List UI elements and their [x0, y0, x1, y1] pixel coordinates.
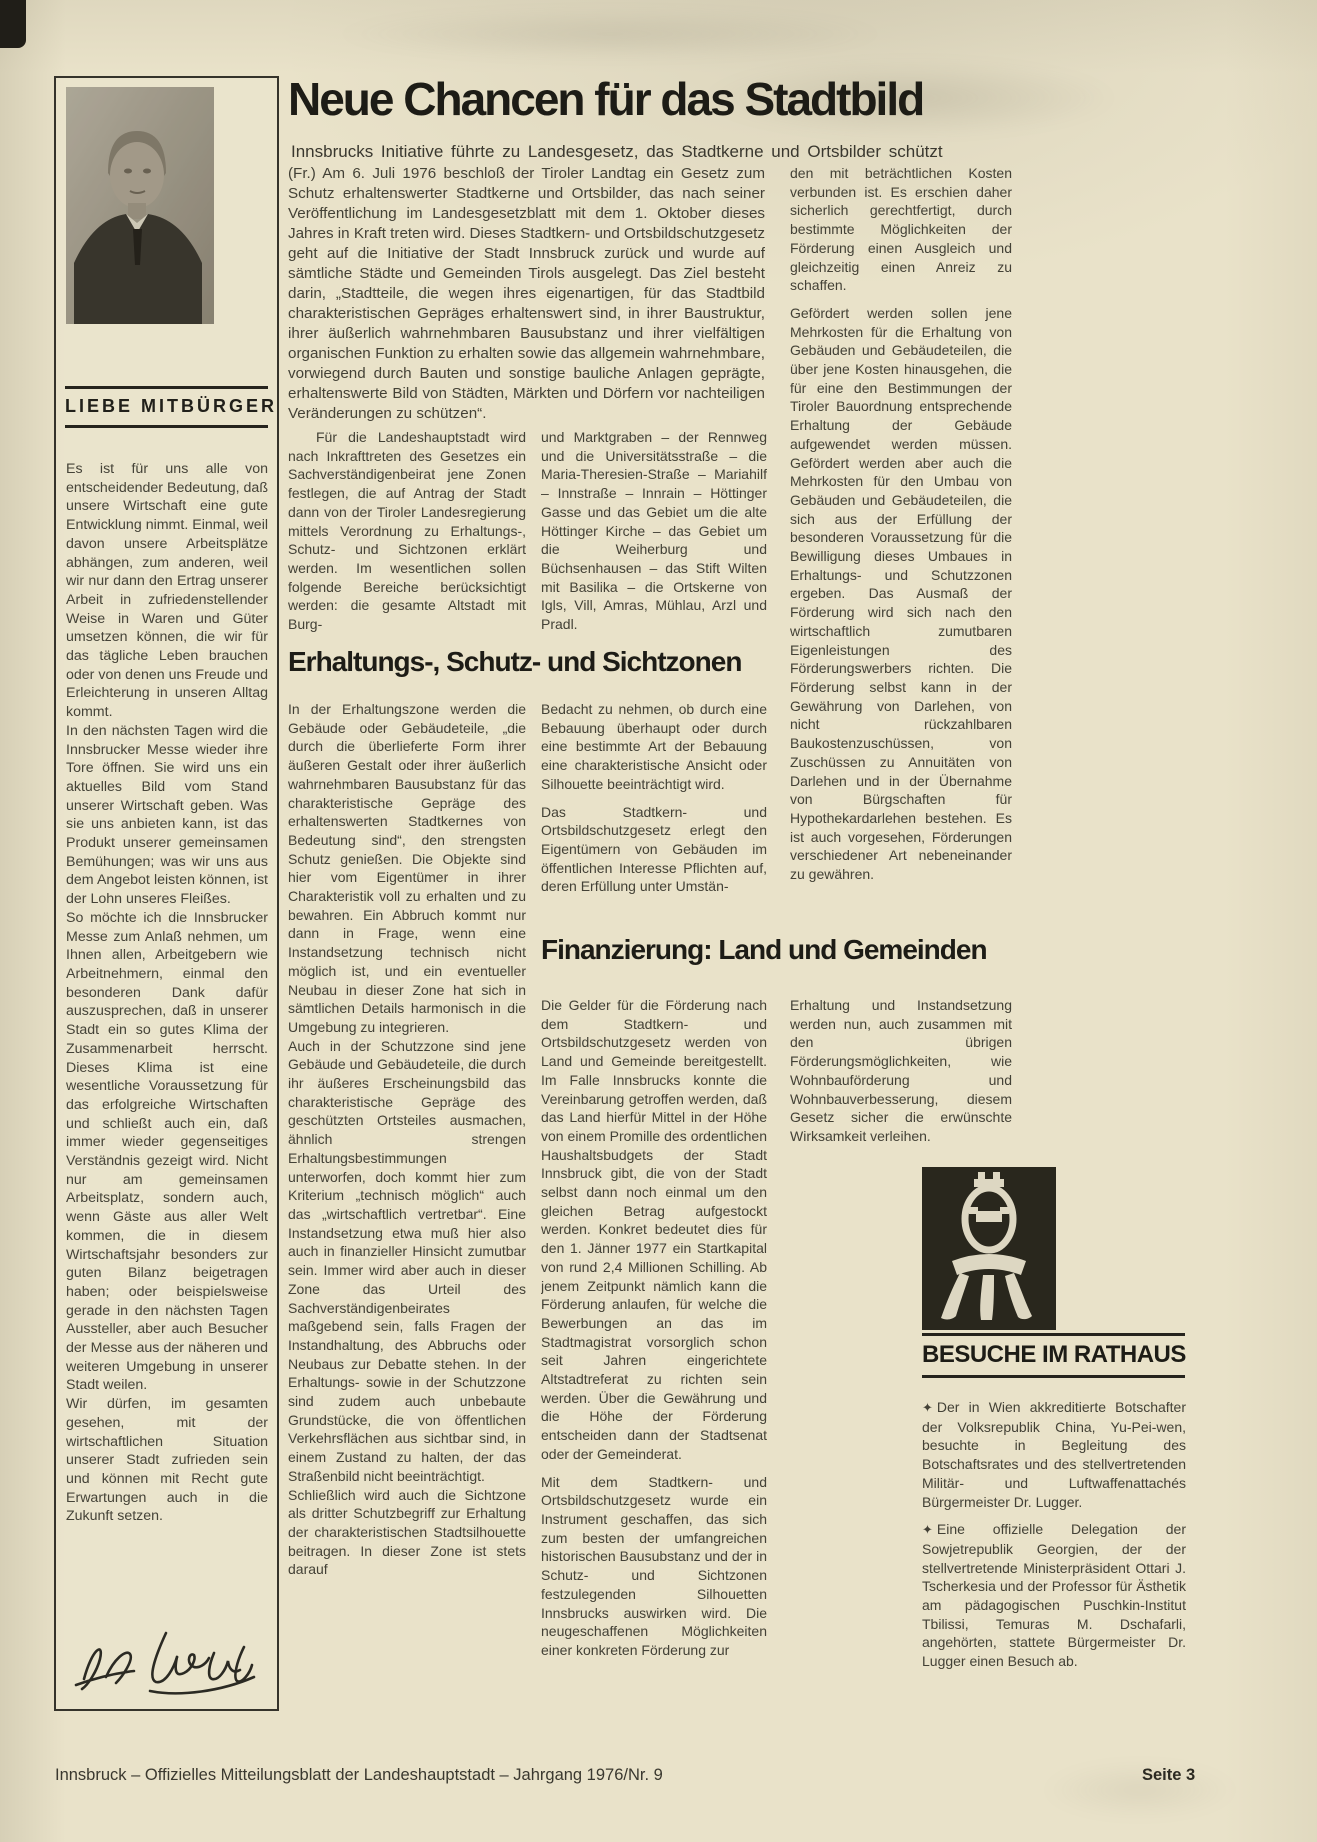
sidebar-paragraph: Es ist für uns alle von entscheidender Bedeutung, daß unsere Wirtschaft eine gute Entwicklung nimmt. Einmal, weil davon unsere Arbeitsplätze abhängen, zum anderen, weil wir nur dann den Ertrag unserer Arbeit in zufriedenstellender Weise in Waren und Güter umsetzen können, die wir für das tägliche Leben brauchen oder von denen uns Freude und Erleichterung in unseren Alltag kommt. [66, 461, 268, 721]
mayor-portrait-photo [66, 87, 214, 324]
besuche-headline: BESUCHE IM RATHAUS [922, 1333, 1185, 1378]
column-paragraph: In der Erhaltungszone werden die Gebäude oder Gebäudeteile, „die durch die überlieferte Form ihrer äußeren Gestalt oder ihrer äußerlich wahrnehmbaren Bausubstanz für das charakteristische Gepräge des erhaltenswerten Stadtkernes von Bedeutung sind“, den strengsten Schutz genießen. Die Objekte sind hier vom Eigentümer in ihrer Charakteristik voll zu erhalten und zu bewahren. Ein Abbruch kommt nur dann in Frage, wenn eine Instandsetzung technisch nicht möglich ist, und ein eventueller Neubau in dieser Zone hat sich in sämtlichen Details harmonisch in die Umgebung zu integrieren. [288, 701, 526, 1035]
besuche-item-text: Eine offizielle Delegation der Sowjetrepublik Georgien, der der stellvertretende Ministerpräsident Ottari J. Tscherkesia und der Professor für Ästhetik am pädagogischen Puschkin-Institut Tbilissi, Temuras M. Dschafarli, angehörten, stattete Bürgermeister Dr. Lugger einen Besuch ab. [922, 1521, 1186, 1670]
article1-mid-column [541, 428, 767, 638]
besuche-item [922, 1398, 1186, 1511]
column-paragraph: Für die Landeshauptstadt wird nach Inkrafttreten des Gesetzes ein Sachverständigenbeirat jene Zonen festlegen, die auf Antrag der Stadt dann von der Tiroler Landesregierung mittels Verordnung zu Erhaltungs-, Schutz- und Sichtzonen erklärt werden. Im wesentlichen sollen folgende Bereiche berücksichtigt werden: die gesamte Altstadt mit Burg- [288, 429, 526, 633]
sidebar-paragraph: So möchte ich die Innsbrucker Messe zum Anlaß nehmen, um Ihnen allen, Arbeitgebern wie Arbeitnehmern, einmal den besonderen Dank dafür auszusprechen, daß in unserer Stadt ein so gutes Klima der Zusammenarbeit herrscht. Dieses Klima ist eine wesentliche Voraussetzung für das erfolgreiche Wirtschaften und schließt auch ein, daß immer wieder gegenseitiges Verständnis gezeigt wird. Nicht nur am gemeinsamen Arbeitsplatz, sondern auch, wenn Gäste aus aller Welt kommen, die in diesem Wirtschaftsjahr besonders zur guten Bilanz beigetragen haben; oder beispielsweise gerade in den nächsten Tagen Aussteller, aber auch Besucher der Messe aus der näheren und weiteren Umgebung in unserer Stadt weilen. [66, 909, 268, 1394]
chair-emblem-icon [922, 1167, 1056, 1330]
sidebar-body [66, 460, 268, 1526]
column-paragraph: Das Stadtkern- und Ortsbildschutzgesetz erlegt den Eigentümern von Gebäuden im öffentlichen Interesse Pflichten auf, deren Erfüllung unter Umstän- [541, 803, 767, 895]
article1-lead-paragraph [288, 164, 765, 424]
print-bleed-artifact [1040, 1760, 1240, 1820]
sidebar-title: LIEBE MITBÜRGER [65, 386, 268, 428]
article3-headline: Finanzierung: Land und Gemeinden [541, 934, 987, 965]
article2-left-column [288, 700, 526, 1756]
article3-mid-column [541, 996, 767, 1756]
column-paragraph: Schließlich wird auch die Sichtzone als dritter Schutzbegriff zur Erhaltung der charakteristischen Stadtsilhouette beitragen. In dieser Zone ist stets darauf [288, 1486, 526, 1578]
column-paragraph: Mit dem Stadtkern- und Ortsbildschutzgesetz wurde ein Instrument geschaffen, das sich zum besten der umfangreichen historischen Bausubstanz und der in Schutz- und Sichtzonen festzulegenden Silhouetten Innsbrucks auswirken wird. Die neugeschaffenen Möglichkeiten einer konkreten Förderung zur [541, 1473, 767, 1658]
column-paragraph: Erhaltung und Instandsetzung werden nun, auch zusammen mit den übrigen Förderungsmöglichkeiten, wie Wohnbauförderung und Wohnbauverbesserung, diesem Gesetz sicher die erwünschte Wirksamkeit verleihen. [790, 997, 1012, 1144]
editorial-sidebar [54, 76, 279, 1711]
besuche-item [922, 1520, 1186, 1671]
besuche-items [922, 1398, 1186, 1671]
sidebar-paragraph: Wir dürfen, im gesamten gesehen, mit der wirtschaftlichen Situation unserer Stadt zufrieden sein und können mit Recht gute Erwartungen auch in die Zukunft setzen. [66, 1396, 268, 1525]
sidebar-paragraph: In den nächsten Tagen wird die Innsbrucker Messe wieder ihre Tore öffnen. Sie wird uns ein aktuelles Bild vom Stand unserer Wirtschaft geben. Was sie uns anbieten kann, ist das Produkt unserer gemeinsamen Bemühungen; was wir uns aus dem Angebot leisten können, ist der Lohn unseres Fleißes. [66, 722, 268, 908]
print-bleed-artifact [330, 8, 890, 60]
column-paragraph: Gefördert werden sollen jene Mehrkosten für die Erhaltung von Gebäuden und Gebäudeteilen, die über jene Kosten hinausgehen, die für eine den Bestimmungen der Tiroler Bauordnung entsprechende Erhaltung der Gebäude aufgewendet werden müssen. Gefördert werden aber auch die Mehrkosten für den Umbau von Gebäuden und Gebäudeteilen, die sich aus der Erfüllung der besonderen Voraussetzung für die Bewilligung dieses Umbaues in Erhaltungs- und Schutzzonen ergeben. Das Ausmaß der Förderung wird sich nach den wirtschaftlich zumutbaren Eigenleistungen des Förderungswerbers richten. Die Förderung selbst kann in der Gewährung von Darlehen, von nicht rückzahlbaren Baukostenzuschüssen, von Zuschüssen zu Annuitäten von Darlehen und in der Übernahme von Bürgschaften für Hypothekardarlehen bestehen. Es ist auch vorgesehen, Förderungen verschiedener Art nebeneinander zu gewähren. [790, 304, 1012, 883]
article1-headline: Neue Chancen für das Stadtbild [288, 73, 924, 125]
article1-right-column [790, 164, 1012, 924]
article2-headline: Erhaltungs-, Schutz- und Sichtzonen [288, 646, 742, 677]
page-number: Seite 3 [1142, 1766, 1196, 1784]
star-bullet-icon: ✦ [922, 1522, 933, 1538]
column-paragraph: Auch in der Schutzzone sind jene Gebäude und Gebäudeteile, die durch ihr äußeres Erscheinungsbild das charakteristische Gepräge des geschützten Ortsteiles ausmachen, ähnlich strengen Erhaltungsbestimmungen unterworfen, doch kommt hier zum Kriterium „technisch möglich“ auch das „wirtschaftlich vertretbar“. Eine Instandsetzung etwa muß hier also auch in finanzieller Hinsicht zumutbar sein. Immer wird aber auch in dieser Zone das Urteil des Sachverständigenbeirates maßgebend sein, falls Fragen der Instandhaltung, des Abbruchs oder Neubaus zur Debatte stehen. In der Erhaltungs- sowie in der Schutzzone sind zudem auch unbebaute Grundstücke, die von öffentlichen Verkehrsflächen aus sichtbar sind, in einem Zustand zu halten, der das Straßenbild nicht beeinträchtigt. [288, 1037, 526, 1484]
star-bullet-icon: ✦ [922, 1400, 933, 1415]
column-paragraph: und Marktgraben – der Rennweg und die Universitätsstraße – die Maria-Theresien-Straße – Mariahilf – Innstraße – Innrain – Höttinger Gasse und das Gebiet um die alte Höttinger Kirche – das Gebiet um die Weiherburg und Büchsenhausen – das Stift Wilten mit Basilika – die Ortskerne von Igls, Vill, Amras, Mühlau, Arzl und Pradl. [541, 429, 767, 633]
article2-mid-column [541, 700, 767, 930]
column-paragraph: Die Gelder für die Förderung nach dem Stadtkern- und Ortsbildschutzgesetz werden von Land und Gemeinde bereitgestellt. Im Falle Innsbrucks konnte die Vereinbarung getroffen werden, daß das Land hierfür Mittel in der Höhe von einem Promille des ordentlichen Haushaltsbudgets der Stadt Innsbruck gibt, die von der Stadt selbst dann noch einmal um den gleichen Betrag aufgestockt werden. Konkret bedeutet dies für den 1. Jänner 1977 ein Startkapital von rund 2,4 Millionen Schilling. Ab jenem Zeitpunkt nämlich kann die Förderung anlaufen, für welche die Bewerbungen an das im Stadtmagistrat vorsorglich schon seit Jahren eingerichtete Altstadtreferat zu richten sein werden. Über die Gewährung und die Höhe der Förderung entscheiden dann der Stadtsenat oder der Gemeinderat. [541, 997, 767, 1462]
column-paragraph: Bedacht zu nehmen, ob durch eine Bebauung überhaupt oder durch eine bestimmte Art der Bebauung eine charakteristische Ansicht oder Silhouette beeinträchtigt wird. [541, 701, 767, 792]
footer-imprint: Innsbruck – Offizielles Mitteilungsblatt der Landeshauptstadt – Jahrgang 1976/Nr. 9 [55, 1766, 663, 1784]
article1-subhead: Innsbrucks Initiative führte zu Landesgesetz, das Stadtkerne und Ortsbilder schützt [291, 142, 943, 161]
column-paragraph: den mit beträchtlichen Kosten verbunden ist. Es erschien daher sicherlich gerechtfertigt, durch bestimmte Möglichkeiten der Förderung einen Ausgleich und gleichzeitig einen Anreiz zu schaffen. [790, 165, 1012, 294]
article3-right-column [790, 996, 1012, 1164]
mayor-signature [70, 1619, 260, 1697]
lead-text: (Fr.) Am 6. Juli 1976 beschloß der Tiroler Landtag ein Gesetz zum Schutz erhaltenswerter Stadtkerne und Ortsbilder, das nach seiner Veröffentlichung im Landesgesetzblatt mit dem 1. Oktober dieses Jahres in Kraft treten wird. Dieses Stadtkern- und Ortsbildschutzgesetz geht auf die Initiative der Stadt Innsbruck zurück und wurde auf sämtliche Städte und Gemeinden Tirols ausgelegt. Das Ziel besteht darin, „Stadtteile, die wegen ihres eigenartigen, für das Stadtbild charakteristischen Gepräges erhaltenswert sind, in ihrer Baustruktur, ihrer äußerlich wahrnehmbaren Bausubstanz und ihrer vielfältigen organischen Funktion zu erhalten sowie das allgemein wahrnehmbare, vorwiegend durch Bauten und sonstige bauliche Anlagen geprägte, erhaltenswerte Bild von Städten, Märkten und Dörfern vor nachteiligen Veränderungen zu schützen“. [288, 165, 765, 422]
article1-left-column [288, 428, 526, 638]
besuche-item-text: Der in Wien akkreditierte Botschafter der Volksrepublik China, Yu-Pei-wen, besuchte in Begleitung des Botschaftsrates und des stellvertretenden Militär- und Luftwaffenattachés Bürgermeister Dr. Lugger. [922, 1399, 1186, 1510]
print-corner-artifact [0, 0, 26, 48]
